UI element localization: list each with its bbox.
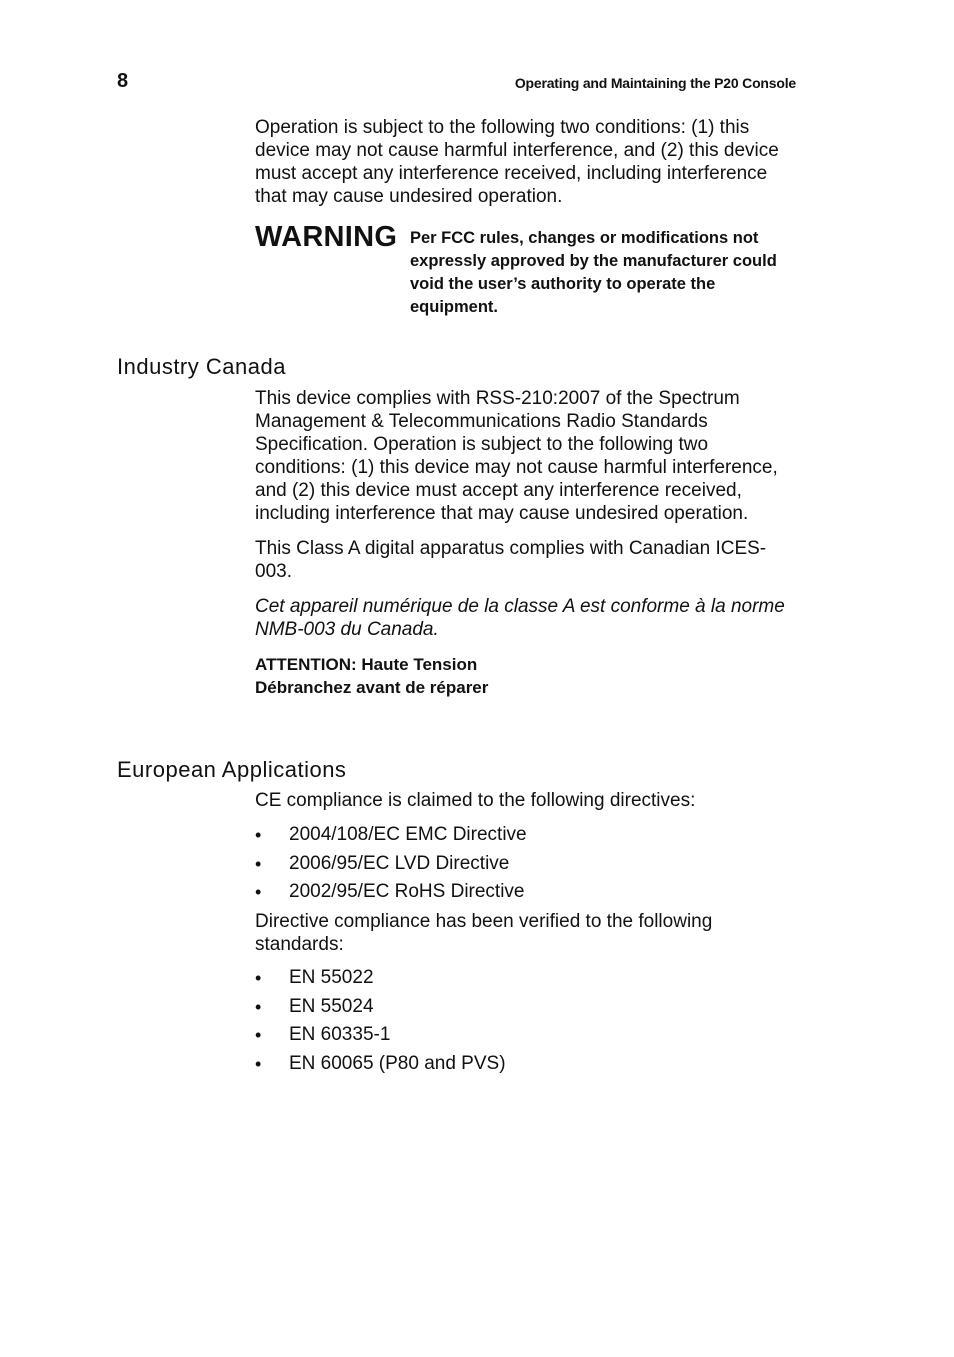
list-item bbox=[255, 821, 800, 850]
list-item bbox=[255, 878, 800, 907]
warning-text: Per FCC rules, changes or modifications not expressly approved by the manufacturer could void the user’s authority to operate the equipment. bbox=[410, 229, 777, 316]
list-item bbox=[255, 1050, 800, 1079]
attention-line-1: ATTENTION: Haute Tension bbox=[255, 655, 478, 674]
bullet-icon: • bbox=[255, 1053, 262, 1074]
directive-label: 2002/95/EC RoHS Directive bbox=[289, 881, 525, 903]
verified-paragraph bbox=[255, 910, 800, 956]
running-head: Operating and Maintaining the P20 Console bbox=[514, 75, 796, 91]
directive-label: 2004/108/EC EMC Directive bbox=[289, 824, 527, 845]
attention-line-2: Débranchez avant de réparer bbox=[255, 678, 489, 697]
warning-label: WARNING bbox=[255, 221, 398, 253]
list-item bbox=[255, 1021, 800, 1050]
european-intro bbox=[255, 789, 800, 812]
list-item bbox=[255, 964, 800, 993]
ic-compliance-paragraph: This device complies with RSS-210:2007 of the Spectrum Management & Telecommunications Radio Standards Specification. Operation is subject to the following two conditions: (1) this device may not cause harmful interference, and (2) this device must accept any interference received, including interference that may cause undesired operation. bbox=[255, 388, 778, 524]
industry-canada-section bbox=[255, 387, 800, 699]
attention-block bbox=[255, 653, 800, 699]
standard-label: EN 60065 (P80 and PVS) bbox=[289, 1052, 506, 1074]
fcc-paragraph bbox=[255, 116, 800, 208]
ic-class-a-paragraph: This Class A digital apparatus complies with Canadian ICES-003. bbox=[255, 538, 767, 582]
fcc-conditions-text: Operation is subject to the following two conditions: (1) this device may not cause harmful interference, and (2) this device must accept any interference received, including interference that may cause undesired operation. bbox=[255, 117, 779, 207]
directives-list bbox=[255, 821, 800, 907]
bullet-icon: • bbox=[255, 968, 262, 988]
bullet-icon: • bbox=[255, 853, 262, 874]
standard-label: EN 55024 bbox=[289, 995, 374, 1017]
ce-intro-text: CE compliance is claimed to the following directives: bbox=[255, 790, 696, 811]
standard-label: EN 55022 bbox=[289, 967, 374, 988]
industry-canada-heading: Industry Canada bbox=[117, 354, 286, 379]
page-number: 8 bbox=[117, 70, 129, 92]
bullet-icon: • bbox=[255, 996, 262, 1017]
bullet-icon: • bbox=[255, 1025, 262, 1046]
list-item bbox=[255, 993, 800, 1022]
directive-label: 2006/95/EC LVD Directive bbox=[289, 852, 510, 874]
standards-list bbox=[255, 964, 800, 1078]
european-applications-heading: European Applications bbox=[117, 757, 347, 782]
standard-label: EN 60335-1 bbox=[289, 1024, 391, 1046]
verified-text: Directive compliance has been verified to the following standards: bbox=[255, 911, 713, 955]
ic-french-paragraph: Cet appareil numérique de la classe A est conforme à la norme NMB-003 du Canada. bbox=[255, 596, 785, 640]
bullet-icon: • bbox=[255, 882, 262, 903]
list-item bbox=[255, 850, 800, 879]
bullet-icon: • bbox=[255, 825, 262, 845]
